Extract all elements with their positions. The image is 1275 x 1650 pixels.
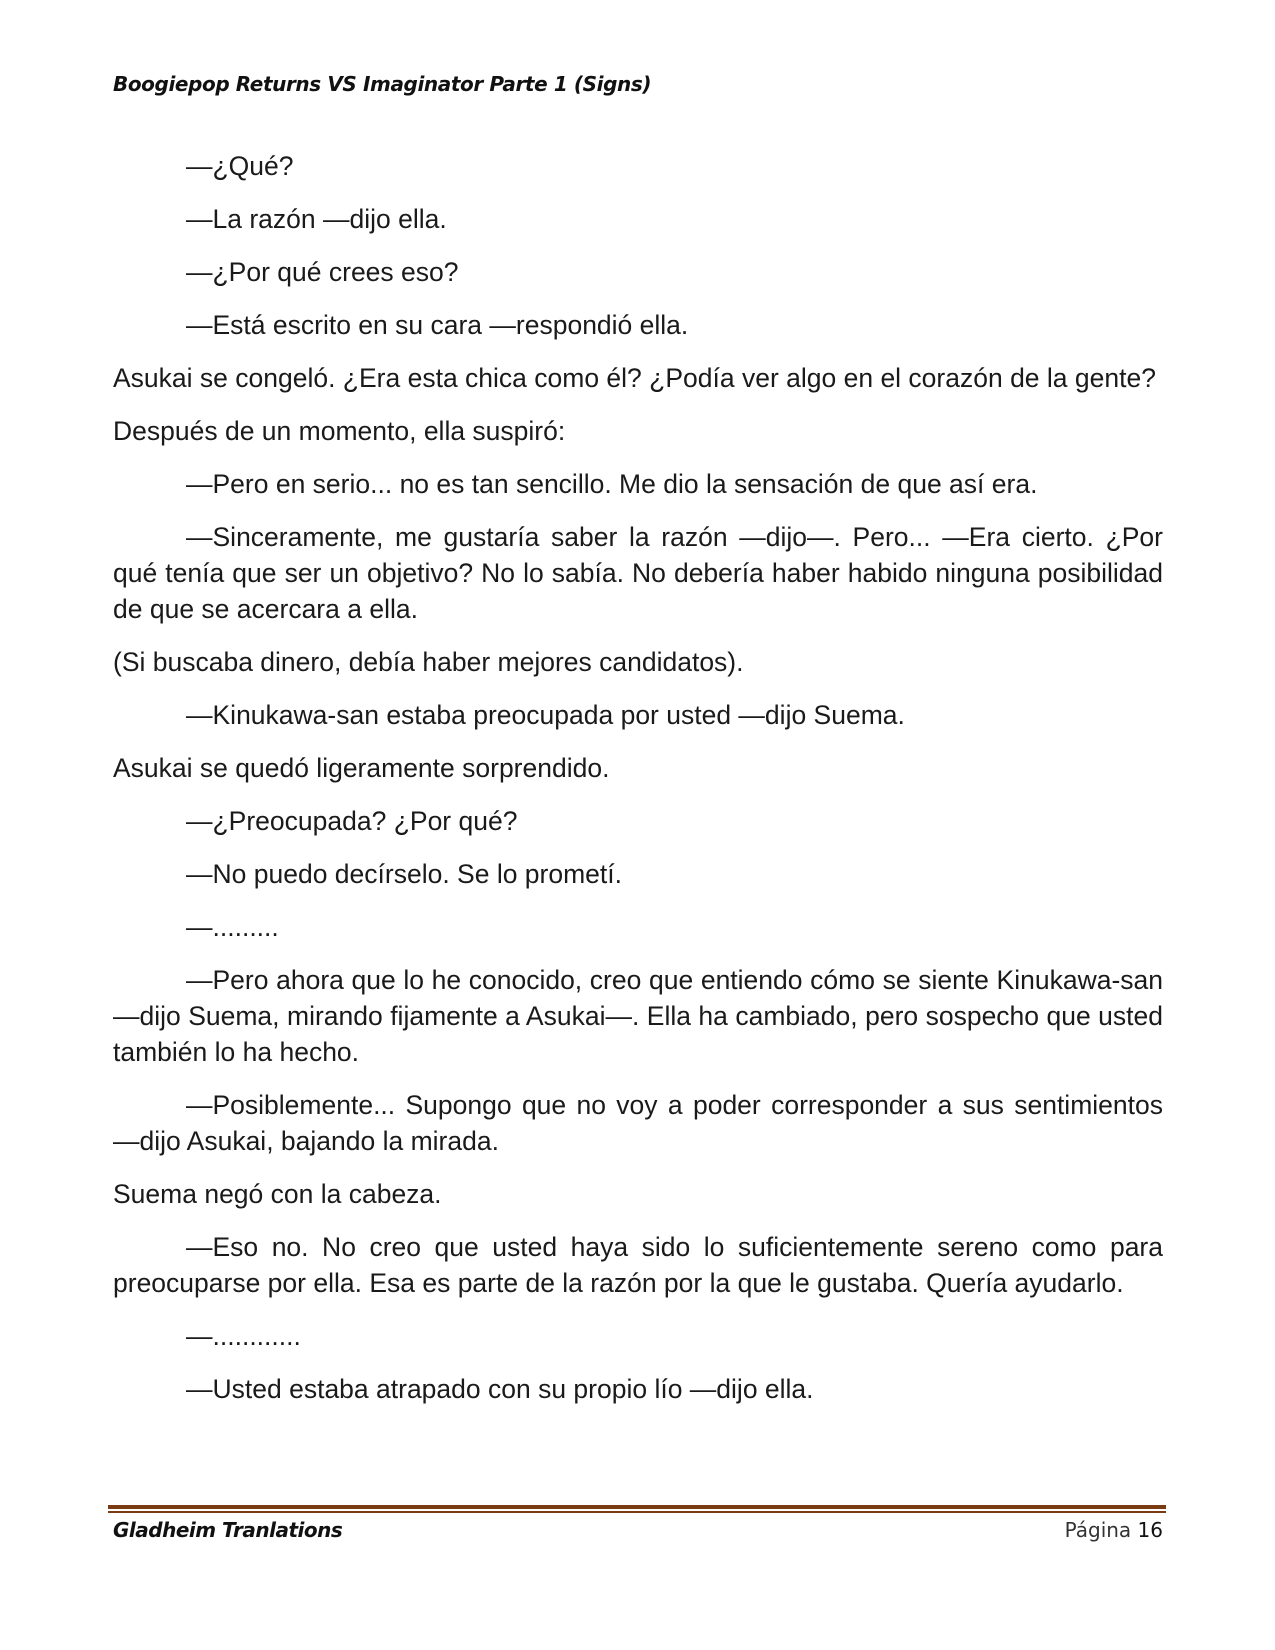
- dialogue-paragraph: —¿Qué?: [186, 151, 294, 181]
- dialogue-paragraph: —La razón —dijo ella.: [186, 204, 447, 234]
- dialogue-paragraph: —Posiblemente... Supongo que no voy a poder corresponder a sus sentimientos —dijo Asukai, bajando la mirada.: [113, 1090, 1163, 1156]
- dialogue-paragraph: —Pero ahora que lo he conocido, creo que entiendo cómo se siente Kinukawa-san —dijo Suema, mirando fijamente a Asukai—. Ella ha cambiado, pero sospecho que usted también lo ha hecho.: [113, 965, 1163, 1067]
- footer-rule-thin: [108, 1511, 1166, 1513]
- dialogue-paragraph: —¿Preocupada? ¿Por qué?: [186, 806, 518, 836]
- body-text: [113, 148, 1163, 1424]
- page-number: 16: [1137, 1518, 1163, 1542]
- dialogue-paragraph: —Eso no. No creo que usted haya sido lo suficientemente sereno como para preocuparse por ella. Esa es parte de la razón por la que le gustaba. Quería ayudarlo.: [113, 1232, 1163, 1298]
- narration-paragraph: Asukai se congeló. ¿Era esta chica como él? ¿Podía ver algo en el corazón de la gente?: [113, 363, 1156, 393]
- footer-rule: [108, 1505, 1166, 1513]
- dialogue-paragraph: —Pero en serio... no es tan sencillo. Me dio la sensación de que así era.: [186, 469, 1038, 499]
- dialogue-paragraph: —Kinukawa-san estaba preocupada por usted —dijo Suema.: [186, 700, 905, 730]
- dialogue-paragraph: —No puedo decírselo. Se lo prometí.: [186, 859, 623, 889]
- footer-credit: Gladheim Tranlations: [113, 1518, 343, 1542]
- narration-paragraph: Asukai se quedó ligeramente sorprendido.: [113, 753, 610, 783]
- dialogue-paragraph: —............: [186, 1321, 301, 1351]
- narration-paragraph: Después de un momento, ella suspiró:: [113, 416, 566, 446]
- narration-paragraph: (Si buscaba dinero, debía haber mejores candidatos).: [113, 647, 744, 677]
- dialogue-paragraph: —Está escrito en su cara —respondió ella.: [186, 310, 689, 340]
- dialogue-paragraph: —Usted estaba atrapado con su propio lío —dijo ella.: [186, 1374, 814, 1404]
- dialogue-paragraph: —.........: [186, 912, 279, 942]
- page-label: Página: [1064, 1518, 1132, 1542]
- page-number-block: [1065, 1518, 1163, 1542]
- running-header: Boogiepop Returns VS Imaginator Parte 1 (Signs): [113, 72, 652, 96]
- dialogue-paragraph: —¿Por qué crees eso?: [186, 257, 459, 287]
- dialogue-paragraph: —Sinceramente, me gustaría saber la razón —dijo—. Pero... —Era cierto. ¿Por qué tenía que ser un objetivo? No lo sabía. No debería haber habido ninguna posibilidad de que se acercara a ella.: [113, 522, 1163, 624]
- footer-rule-thick: [108, 1505, 1166, 1509]
- narration-paragraph: Suema negó con la cabeza.: [113, 1179, 442, 1209]
